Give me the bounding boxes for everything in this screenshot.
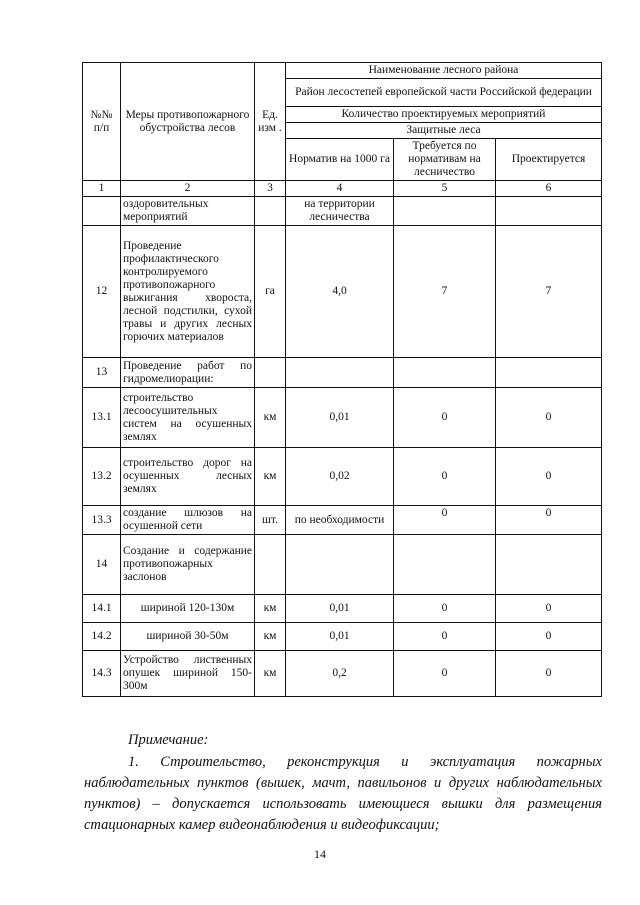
row-norm: 0,2: [286, 651, 394, 697]
row-norm: 4,0: [286, 226, 394, 358]
header-projected: Проектируется: [496, 139, 602, 181]
row-projected: [496, 358, 602, 388]
row-required: 0: [394, 623, 496, 651]
header-region-name: Наименование лесного района: [286, 63, 602, 79]
row-projected: 7: [496, 226, 602, 358]
col-number: 1: [83, 181, 121, 197]
table-row: [83, 388, 602, 448]
header-protective-forests: Защитные леса: [286, 123, 602, 139]
col-number: 5: [394, 181, 496, 197]
row-projected: [496, 535, 602, 595]
row-num: 14.2: [83, 623, 121, 651]
header-unit: Ед. изм .: [255, 63, 286, 181]
row-required: 0: [394, 506, 496, 535]
row-num: [83, 197, 121, 226]
row-projected: [496, 197, 602, 226]
row-norm: 0,01: [286, 623, 394, 651]
row-projected: 0: [496, 506, 602, 535]
row-norm: на территории лесничества: [286, 197, 394, 226]
row-num: 13.1: [83, 388, 121, 448]
row-measure: Устройство лиственных опушек шириной 150-300м: [121, 651, 255, 697]
column-numbers-row: [83, 181, 602, 197]
row-num: 12: [83, 226, 121, 358]
row-num: 14.1: [83, 595, 121, 623]
row-projected: 0: [496, 388, 602, 448]
header-quantity: Количество проектируемых мероприятий: [286, 107, 602, 123]
row-projected: 0: [496, 623, 602, 651]
col-number: 4: [286, 181, 394, 197]
row-measure: Создание и содержание противопожарных заслонов: [121, 535, 255, 595]
row-required: 0: [394, 448, 496, 506]
row-num: 13.3: [83, 506, 121, 535]
table-row: [83, 197, 602, 226]
row-num: 14: [83, 535, 121, 595]
table-row: [83, 595, 602, 623]
table-row: [83, 226, 602, 358]
row-required: [394, 197, 496, 226]
row-unit: [255, 197, 286, 226]
row-measure: оздоровительных мероприятий: [121, 197, 255, 226]
row-projected: 0: [496, 651, 602, 697]
row-unit: шт.: [255, 506, 286, 535]
row-measure: шириной 30-50м: [121, 623, 255, 651]
row-unit: [255, 535, 286, 595]
row-unit: км: [255, 448, 286, 506]
row-unit: [255, 358, 286, 388]
row-required: [394, 535, 496, 595]
row-measure: Проведение профилактического контролируемого противопожарного выжигания хвороста, лесной подстилки, сухой травы и других лесных горючих материалов: [121, 226, 255, 358]
col-number: 2: [121, 181, 255, 197]
row-projected: 0: [496, 448, 602, 506]
table-row: [83, 651, 602, 697]
header-num: №№ п/п: [83, 63, 121, 181]
row-num: 13: [83, 358, 121, 388]
table-row: [83, 448, 602, 506]
row-unit: км: [255, 595, 286, 623]
table-row: [83, 358, 602, 388]
header-measures: Меры противопожарного обустройства лесов: [121, 63, 255, 181]
row-required: 7: [394, 226, 496, 358]
row-measure: создание шлюзов на осушенной сети: [121, 506, 255, 535]
row-norm: [286, 535, 394, 595]
row-required: 0: [394, 651, 496, 697]
row-projected: 0: [496, 595, 602, 623]
col-number: 6: [496, 181, 602, 197]
row-unit: км: [255, 623, 286, 651]
row-required: 0: [394, 388, 496, 448]
table-row: [83, 535, 602, 595]
row-norm: по необходимости: [286, 506, 394, 535]
row-unit: км: [255, 651, 286, 697]
note-title: Примечание:: [128, 732, 209, 748]
page-number: 14: [314, 847, 326, 861]
row-unit: га: [255, 226, 286, 358]
table-row: [83, 506, 602, 535]
row-measure: строительство лесоосушительных систем на осушенных землях: [121, 388, 255, 448]
row-measure: шириной 120-130м: [121, 595, 255, 623]
row-norm: 0,01: [286, 388, 394, 448]
header-region: Район лесостепей европейской части Российской федерации: [286, 79, 602, 107]
row-num: 14.3: [83, 651, 121, 697]
col-number: 3: [255, 181, 286, 197]
note-text: 1. Строительство, реконструкция и эксплуатация пожарных наблюдательных пунктов (вышек, мачт, павильонов и других наблюдательных пунктов) – допускается использовать имеющиеся вышки для размещения стационарных камер видеонаблюдения и видеофиксации;: [84, 754, 602, 833]
row-num: 13.2: [83, 448, 121, 506]
row-required: 0: [394, 595, 496, 623]
row-unit: км: [255, 388, 286, 448]
row-norm: 0,01: [286, 595, 394, 623]
header-required: Требуется по нормативам на лесничество: [394, 139, 496, 181]
row-norm: [286, 358, 394, 388]
row-measure: строительство дорог на осушенных лесных землях: [121, 448, 255, 506]
table-row: [83, 623, 602, 651]
header-norm: Норматив на 1000 га: [286, 139, 394, 181]
row-norm: 0,02: [286, 448, 394, 506]
fire-measures-table: [82, 62, 602, 697]
row-measure: Проведение работ по гидромелиорации:: [121, 358, 255, 388]
row-required: [394, 358, 496, 388]
